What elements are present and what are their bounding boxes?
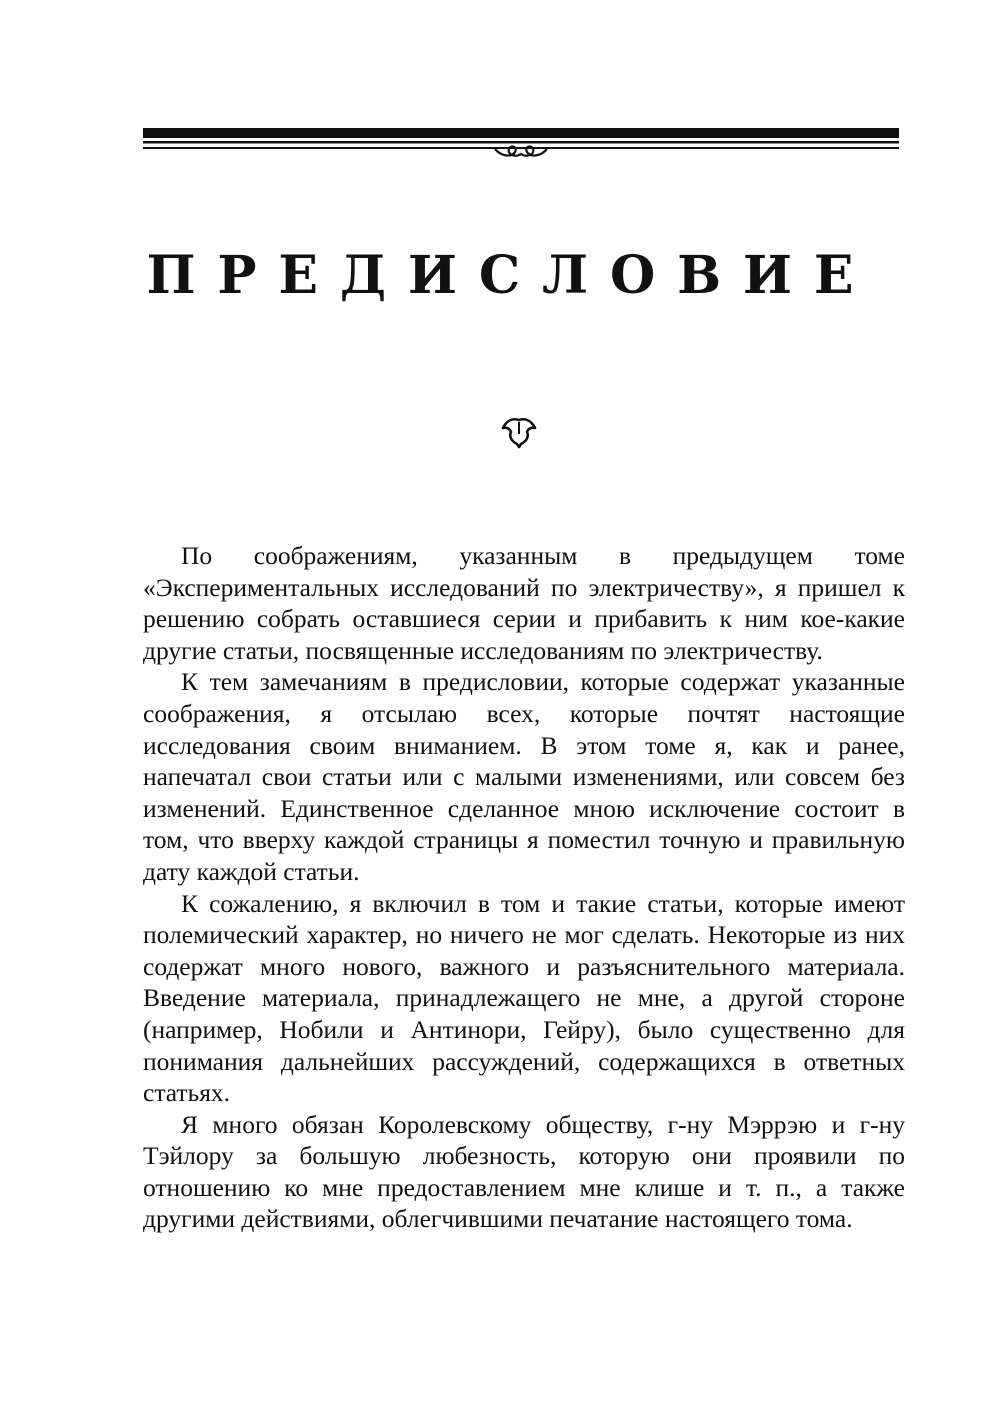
double-rule-ornament: [143, 128, 899, 162]
paragraph-3: К сожалению, я включил в том и такие статьи, которые имеют полемический характер, но ничего не мог сделать. Некоторые из них содержат много нового, важного и разъяснительного материала. Введение материала, принадлежащего не мне, а другой стороне (например, Нобили и Антинори, Гейру), было существенно для понимания дальнейших рассуждений, содержащихся в ответных статьях.: [143, 888, 905, 1108]
paragraph-4: Я много обязан Королевскому обществу, г-ну Мэррэю и г-ну Тэйлору за большую любезность, которую они проявили по отношению ко мне предоставлением мне клише и т. п., а также другими действиями, облегчившими печатание настоящего тома.: [143, 1109, 905, 1234]
paragraph-1: По соображениям, указанным в предыдущем томе «Экспериментальных исследований по электричеству», я пришел к решению собрать оставшиеся серии и прибавить к ним кое-какие другие статьи, посвященные исследованиям по электричеству.: [143, 541, 905, 665]
page-title: ПРЕДИСЛОВИЕ: [146, 245, 876, 306]
fleuron-icon: [499, 414, 539, 450]
preface-body: [143, 540, 905, 1235]
paragraph-2: К тем замечаниям в предисловии, которые содержат указанные соображения, я отсылаю всех, которые почтят настоящие исследования своим вниманием. В этом томе я, как и ранее, напечатал свои статьи или с малыми изменениями, или совсем без изменений. Единственное сделанное мною исключение состоит в том, что вверху каждой страницы я поместил точную и правильную дату каждой статьи.: [143, 667, 905, 886]
